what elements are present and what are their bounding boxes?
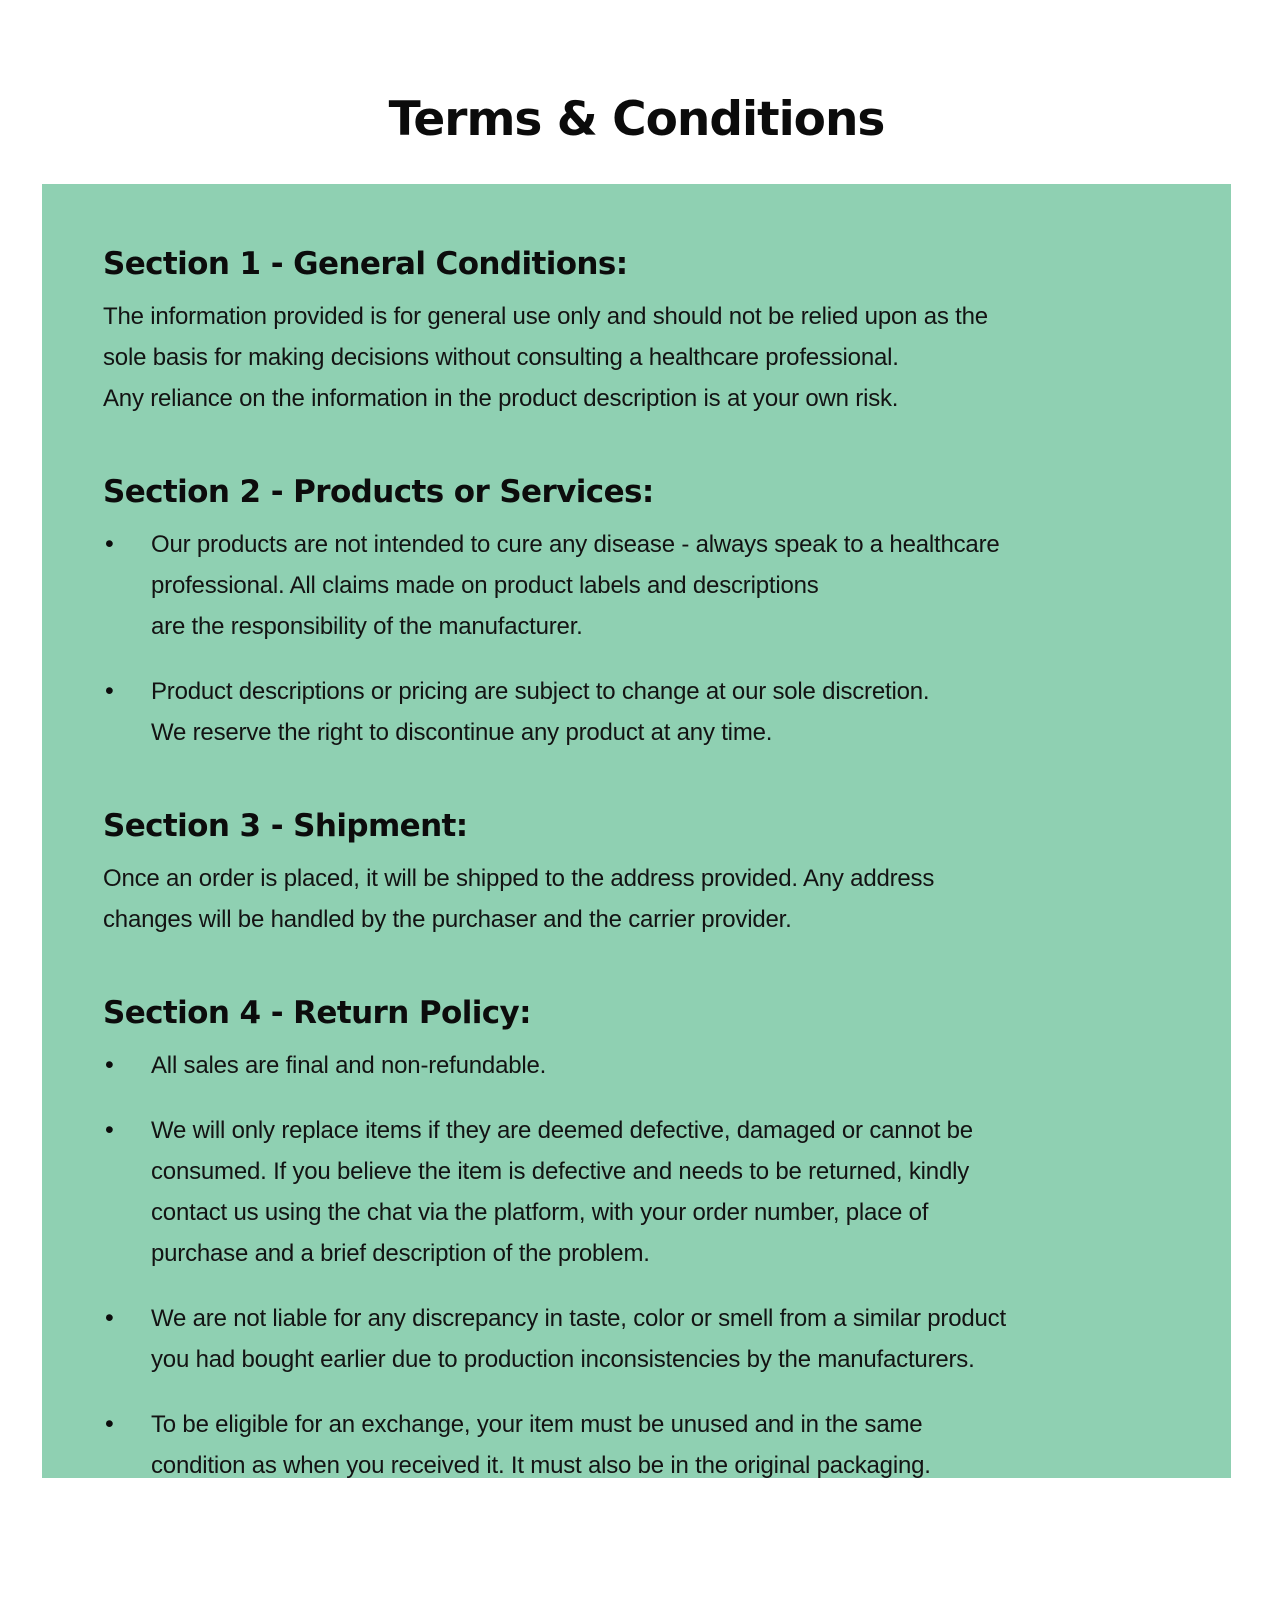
- paragraph-line: We reserve the right to discontinue any product at any time.: [151, 719, 773, 746]
- bullet-icon: •: [105, 677, 114, 705]
- section-shipment: [103, 808, 1173, 940]
- bullet-item: [103, 1298, 1173, 1380]
- paragraph-line: are the responsibility of the manufacturer.: [151, 613, 583, 640]
- section-heading: Section 3 - Shipment:: [103, 808, 468, 844]
- paragraph-line: We are not liable for any discrepancy in taste, color or smell from a similar product: [151, 1305, 1006, 1332]
- section-return-policy: [103, 995, 1173, 1478]
- bullet-item: [103, 671, 1173, 753]
- bullet-text: [151, 1045, 1173, 1086]
- bullet-item: [103, 1045, 1173, 1086]
- bullet-icon: •: [105, 1051, 114, 1079]
- paragraph-line: Once an order is placed, it will be shipped to the address provided. Any address: [103, 865, 935, 892]
- section-general-conditions: [103, 246, 1173, 419]
- paragraph-line: purchase and a brief description of the problem.: [151, 1240, 650, 1267]
- paragraph-line: contact us using the chat via the platform, with your order number, place of: [151, 1199, 929, 1226]
- bullet-item: [103, 1404, 1173, 1478]
- paragraph-line: Product descriptions or pricing are subject to change at our sole discretion.: [151, 678, 930, 705]
- paragraph-line: To be eligible for an exchange, your item must be unused and in the same: [151, 1411, 923, 1438]
- section-heading: Section 2 - Products or Services:: [103, 474, 654, 510]
- paragraph-line: We will only replace items if they are deemed defective, damaged or cannot be: [151, 1117, 973, 1144]
- section-heading: Section 4 - Return Policy:: [103, 995, 531, 1031]
- paragraph-line: you had bought earlier due to production inconsistencies by the manufacturers.: [151, 1346, 975, 1373]
- terms-panel: [42, 184, 1231, 1478]
- paragraph-line: changes will be handled by the purchaser and the carrier provider.: [103, 906, 792, 933]
- bullet-text: [151, 1110, 1173, 1274]
- paragraph-line: condition as when you received it. It must also be in the original packaging.: [151, 1452, 931, 1478]
- section-heading: Section 1 - General Conditions:: [103, 246, 628, 282]
- bullet-text: [151, 1404, 1173, 1478]
- page-title: Terms & Conditions: [388, 92, 885, 147]
- bullet-icon: •: [105, 530, 114, 558]
- bullet-icon: •: [105, 1116, 114, 1144]
- bullet-text: [151, 671, 1173, 753]
- bullet-text: [151, 1298, 1173, 1380]
- bullet-item: [103, 1110, 1173, 1274]
- paragraph-line: consumed. If you believe the item is defective and needs to be returned, kindly: [151, 1158, 970, 1185]
- paragraph-line: All sales are final and non-refundable.: [151, 1052, 547, 1079]
- paragraph-line: Our products are not intended to cure any disease - always speak to a healthcare: [151, 531, 1000, 558]
- bullet-icon: •: [105, 1410, 114, 1438]
- paragraph-line: Any reliance on the information in the product description is at your own risk.: [103, 385, 899, 412]
- paragraph-line: The information provided is for general use only and should not be relied upon as the: [103, 303, 988, 330]
- paragraph-line: professional. All claims made on product labels and descriptions: [151, 572, 819, 599]
- bullet-item: [103, 524, 1173, 647]
- bullet-text: [151, 524, 1173, 647]
- paragraph-line: sole basis for making decisions without consulting a healthcare professional.: [103, 344, 899, 371]
- bullet-icon: •: [105, 1304, 114, 1332]
- section-products-services: [103, 474, 1173, 753]
